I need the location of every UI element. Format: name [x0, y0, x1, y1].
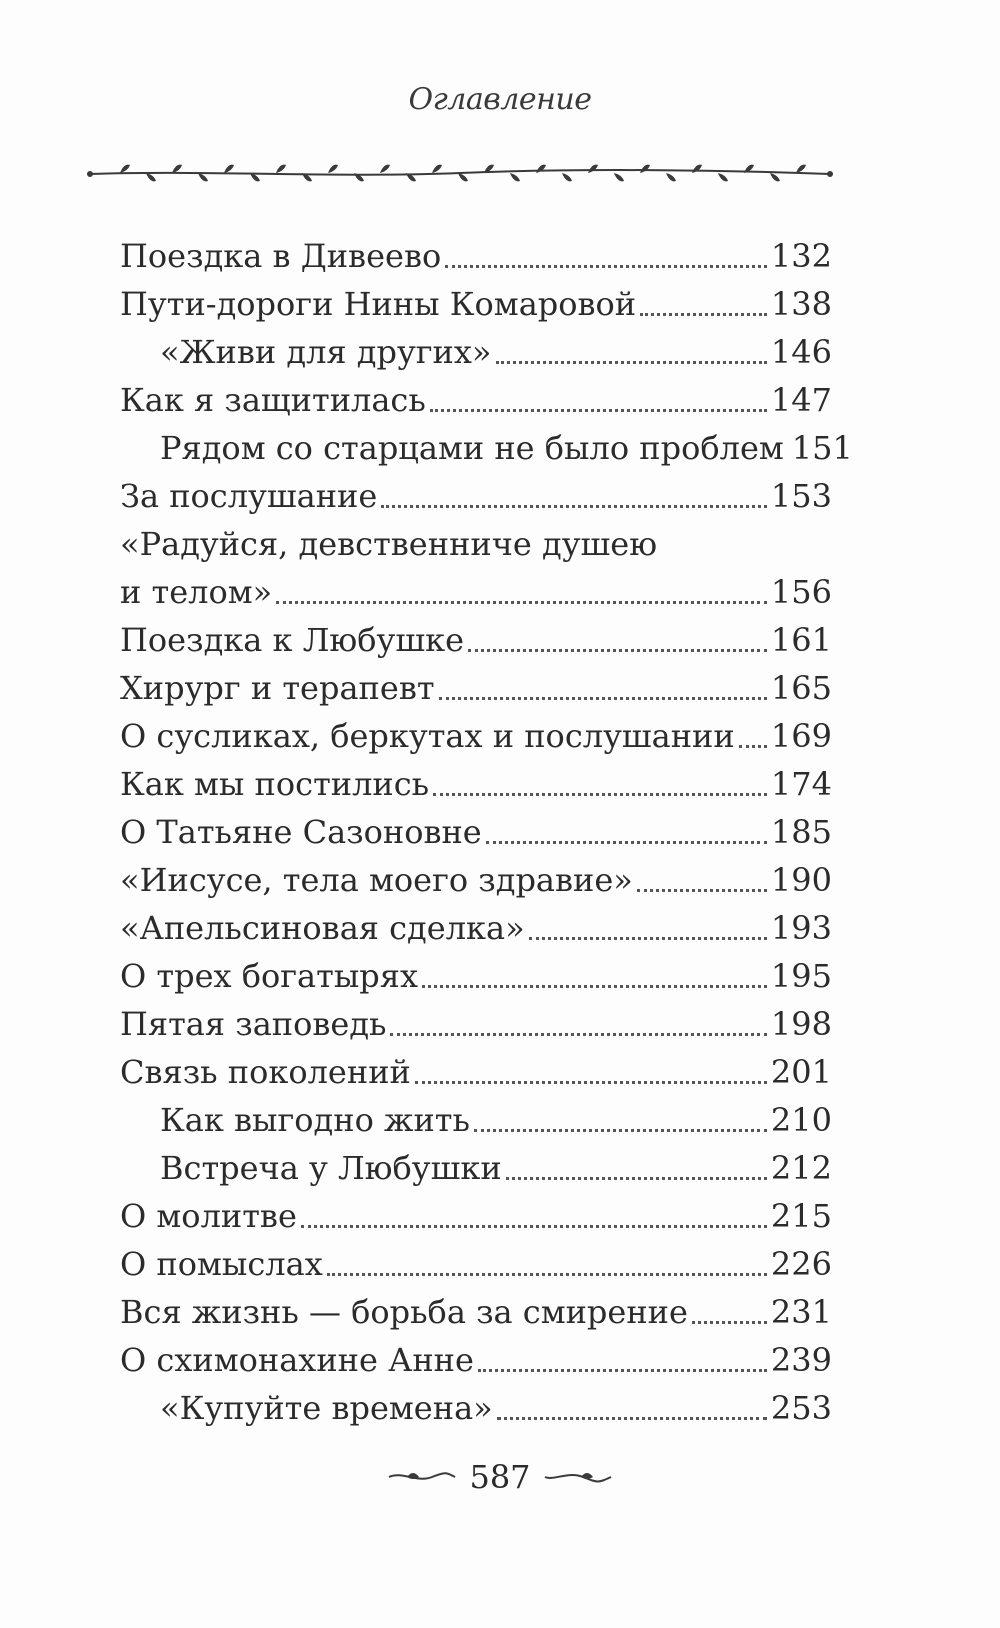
dot-leader	[739, 745, 767, 748]
dot-leader	[474, 1129, 767, 1132]
toc-entry-title: Как мы постились	[120, 765, 430, 803]
leaf-icon	[796, 165, 806, 173]
toc-entry-page: 146	[770, 333, 832, 371]
toc-entry-title: О Татьяне Сазоновне	[120, 813, 482, 851]
dot-leader	[692, 1321, 767, 1324]
toc-entry-page: 215	[770, 1197, 832, 1235]
toc-entry-title: О молитве	[120, 1197, 297, 1235]
toc-entry-title: Поездка в Дивеево	[120, 237, 442, 275]
toc-entry-page: 174	[770, 765, 832, 803]
leaf-icon	[432, 165, 442, 173]
dot-leader	[381, 505, 767, 508]
toc-entry-title: Как я защитилась	[120, 381, 426, 419]
toc-entry-page: 156	[770, 573, 832, 611]
page-footer	[0, 1458, 1000, 1496]
flourish-left-icon	[387, 1467, 457, 1487]
table-of-contents	[120, 232, 853, 1432]
toc-entry	[120, 664, 832, 712]
toc-entry	[120, 760, 832, 808]
toc-entry-title: Встреча у Любушки	[160, 1149, 502, 1187]
dot-leader	[439, 697, 767, 700]
toc-entry-page: 201	[770, 1053, 832, 1091]
toc-entry-page: 132	[770, 237, 832, 275]
toc-entry-title: Пятая заповедь	[120, 1005, 387, 1043]
toc-entry	[120, 232, 832, 280]
toc-entry-title: О трех богатырях	[120, 957, 419, 995]
leaf-icon	[588, 165, 598, 173]
dot-leader	[637, 889, 767, 892]
page-title: Оглавление	[408, 82, 592, 117]
toc-entry-title: Вся жизнь — борьба за смирение	[120, 1293, 688, 1331]
toc-entry-page: 161	[770, 621, 832, 659]
leaf-icon	[120, 165, 130, 173]
toc-entry-page: 239	[770, 1341, 832, 1379]
toc-entry-title: «Радуйся, девственниче душею	[120, 525, 658, 563]
toc-entry	[120, 1240, 832, 1288]
toc-entry	[120, 472, 832, 520]
leaf-icon	[172, 165, 182, 173]
toc-entry-title: О сусликах, беркутах и послушании	[120, 717, 735, 755]
leaf-icon	[276, 165, 286, 173]
dot-leader	[486, 841, 767, 844]
leaf-icon	[562, 173, 572, 181]
toc-entry	[120, 712, 832, 760]
toc-entry-title: Связь поколений	[120, 1053, 411, 1091]
dot-leader	[506, 1177, 767, 1180]
dot-leader	[433, 793, 767, 796]
toc-entry	[120, 328, 832, 376]
leaf-icon	[380, 165, 390, 173]
toc-entry	[120, 1000, 832, 1048]
leaf-icon	[198, 173, 208, 181]
dot-leader	[497, 1417, 767, 1420]
toc-entry-title: Как выгодно жить	[160, 1101, 470, 1139]
dot-leader	[415, 1081, 767, 1084]
toc-entry-page: 226	[770, 1245, 832, 1283]
toc-entry-title: О помыслах	[120, 1245, 323, 1283]
toc-entry-page: 153	[770, 477, 832, 515]
toc-entry	[120, 1048, 832, 1096]
leaf-icon	[692, 165, 702, 173]
toc-entry	[120, 808, 832, 856]
toc-entry-page: 147	[770, 381, 832, 419]
toc-entry-title: «Живи для других»	[160, 333, 492, 371]
toc-entry	[120, 376, 832, 424]
toc-entry-page: 169	[770, 717, 832, 755]
toc-entry	[120, 424, 853, 472]
toc-entry-title: Поездка к Любушке	[120, 621, 465, 659]
toc-entry-page: 193	[770, 909, 832, 947]
page-number: 587	[469, 1458, 531, 1496]
toc-entry	[120, 856, 832, 904]
toc-entry-page: 165	[770, 669, 832, 707]
toc-entry	[120, 616, 832, 664]
leaf-icon	[718, 173, 728, 181]
leaf-icon	[770, 173, 780, 181]
leaf-icon	[614, 173, 624, 181]
toc-entry-page: 212	[770, 1149, 832, 1187]
leaf-icon	[510, 173, 520, 181]
leaf-icon	[146, 173, 156, 181]
toc-entry-title: «Иисусе, тела моего здравие»	[120, 861, 633, 899]
toc-entry-title-cont: и телом»	[120, 573, 273, 611]
dot-leader	[422, 985, 767, 988]
toc-entry-page: 210	[770, 1101, 832, 1139]
toc-entry-title: Рядом со старцами не было проблем	[160, 429, 784, 467]
toc-entry-page: 151	[791, 429, 853, 467]
dot-leader	[640, 313, 767, 316]
flourish-right-icon	[543, 1467, 613, 1487]
toc-entry-title: О схимонахине Анне	[120, 1341, 474, 1379]
toc-entry-page: 138	[770, 285, 832, 323]
leaf-icon	[328, 165, 338, 173]
toc-entry-page: 195	[770, 957, 832, 995]
toc-entry	[120, 1288, 832, 1336]
dot-leader	[327, 1273, 767, 1276]
toc-entry	[120, 952, 832, 1000]
dot-leader	[276, 601, 767, 604]
dot-leader	[478, 1369, 767, 1372]
leaf-icon	[666, 173, 676, 181]
toc-entry	[120, 280, 832, 328]
toc-entry-title: «Купуйте времена»	[160, 1389, 493, 1427]
dot-leader	[496, 361, 767, 364]
leaf-icon	[224, 165, 234, 173]
toc-entry-page: 198	[770, 1005, 832, 1043]
toc-entry	[120, 1192, 832, 1240]
leaf-icon	[458, 173, 468, 181]
toc-entry	[120, 520, 832, 616]
toc-entry-title: «Апельсиновая сделка»	[120, 909, 525, 947]
toc-entry-title: За послушание	[120, 477, 378, 515]
toc-entry-page: 231	[770, 1293, 832, 1331]
dot-leader	[468, 649, 767, 652]
toc-entry	[120, 1384, 832, 1432]
dot-leader	[529, 937, 767, 940]
leaf-icon	[640, 165, 650, 173]
vine-divider-icon	[80, 160, 840, 186]
toc-entry-page: 185	[770, 813, 832, 851]
toc-entry-line	[120, 568, 832, 616]
toc-entry-page: 190	[770, 861, 832, 899]
toc-entry-title: Пути-дороги Нины Комаровой	[120, 285, 637, 323]
dot-leader	[301, 1225, 767, 1228]
toc-entry	[120, 1096, 832, 1144]
dot-leader	[390, 1033, 766, 1036]
dot-leader	[445, 265, 767, 268]
leaf-icon	[536, 165, 546, 173]
dot-leader	[430, 409, 767, 412]
toc-entry	[120, 1336, 832, 1384]
toc-entry-page: 253	[770, 1389, 832, 1427]
toc-entry	[120, 904, 832, 952]
toc-entry	[120, 1144, 832, 1192]
toc-entry-title: Хирург и терапевт	[120, 669, 435, 707]
